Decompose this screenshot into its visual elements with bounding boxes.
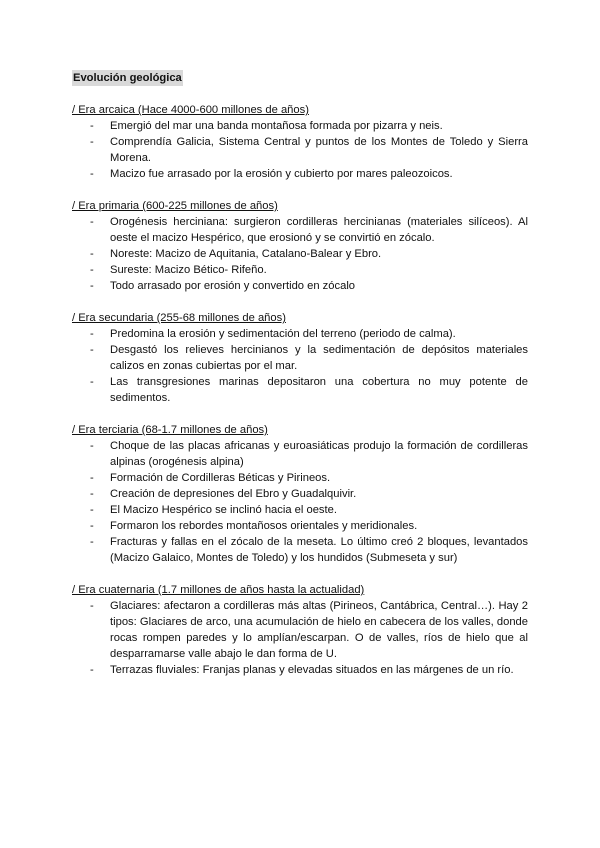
bullet-dash: -	[90, 488, 94, 500]
list-item-text: El Macizo Hespérico se inclinó hacia el oeste.	[110, 504, 337, 516]
list-item	[72, 214, 528, 246]
list-item-text: Predomina la erosión y sedimentación del terreno (periodo de calma).	[110, 328, 456, 340]
list-item	[72, 278, 528, 294]
section-era-terciaria	[72, 422, 528, 566]
list-item	[72, 246, 528, 262]
list-item	[72, 598, 528, 662]
list-item-text: Noreste: Macizo de Aquitania, Catalano-Balear y Ebro.	[110, 248, 382, 260]
bullet-dash: -	[90, 600, 94, 612]
section-heading: / Era cuaternaria (1.7 millones de años hasta la actualidad)	[72, 584, 365, 596]
bullet-list	[72, 326, 528, 406]
section-era-cuaternaria	[72, 582, 528, 678]
list-item-text: Terrazas fluviales: Franjas planas y elevadas situados en las márgenes de un río.	[110, 664, 514, 676]
bullet-dash: -	[90, 440, 94, 452]
bullet-dash: -	[90, 376, 94, 388]
bullet-list	[72, 118, 528, 182]
list-item-text: Las transgresiones marinas depositaron una cobertura no muy potente de sedimentos.	[110, 376, 528, 404]
list-item-text: Macizo fue arrasado por la erosión y cubierto por mares paleozoicos.	[110, 168, 453, 180]
bullet-dash: -	[90, 248, 94, 260]
list-item	[72, 470, 528, 486]
list-item-text: Glaciares: afectaron a cordilleras más altas (Pirineos, Cantábrica, Central…). Hay 2 tipos: Glaciares de arco, una acumulación de hielo en cabecera de los valles, donde rocas rompen paredes y lo amplían/escarpan. O de valles, ríos de hielo que al desparramarse valle abajo le dan forma de U.	[110, 600, 528, 660]
bullet-dash: -	[90, 344, 94, 356]
bullet-dash: -	[90, 472, 94, 484]
bullet-dash: -	[90, 536, 94, 548]
bullet-dash: -	[90, 520, 94, 532]
list-item	[72, 534, 528, 566]
list-item	[72, 134, 528, 166]
bullet-dash: -	[90, 136, 94, 148]
bullet-dash: -	[90, 264, 94, 276]
section-heading: / Era terciaria (68-1.7 millones de años)	[72, 424, 268, 436]
document-title: Evolución geológica	[73, 72, 182, 84]
list-item	[72, 326, 528, 342]
list-item	[72, 662, 528, 678]
list-item-text: Creación de depresiones del Ebro y Guadalquivir.	[110, 488, 357, 500]
document-page	[72, 70, 528, 694]
list-item	[72, 342, 528, 374]
bullet-dash: -	[90, 216, 94, 228]
list-item	[72, 486, 528, 502]
bullet-dash: -	[90, 504, 94, 516]
section-era-arcaica	[72, 102, 528, 182]
list-item-text: Fracturas y fallas en el zócalo de la meseta. Lo último creó 2 bloques, levantados (Macizo Galaico, Montes de Toledo) y los hundidos (Submeseta y sur)	[110, 536, 528, 564]
bullet-list	[72, 214, 528, 294]
section-era-secundaria	[72, 310, 528, 406]
list-item-text: Todo arrasado por erosión y convertido en zócalo	[110, 280, 356, 292]
list-item-text: Orogénesis herciniana: surgieron cordilleras hercinianas (materiales silíceos). Al oeste el macizo Hespérico, que erosionó y se convirtió en zócalo.	[110, 216, 528, 244]
list-item-text: Sureste: Macizo Bético- Rifeño.	[110, 264, 267, 276]
list-item	[72, 262, 528, 278]
bullet-dash: -	[90, 120, 94, 132]
list-item	[72, 518, 528, 534]
bullet-list	[72, 598, 528, 678]
list-item	[72, 502, 528, 518]
list-item-text: Choque de las placas africanas y euroasiáticas produjo la formación de cordilleras alpinas (orogénesis alpina)	[110, 440, 528, 468]
list-item	[72, 118, 528, 134]
list-item	[72, 374, 528, 406]
bullet-dash: -	[90, 664, 94, 676]
list-item-text: Comprendía Galicia, Sistema Central y puntos de los Montes de Toledo y Sierra Morena.	[110, 136, 528, 164]
list-item-text: Formación de Cordilleras Béticas y Pirineos.	[110, 472, 331, 484]
bullet-list	[72, 438, 528, 566]
section-era-primaria	[72, 198, 528, 294]
list-item	[72, 438, 528, 470]
section-heading: / Era secundaria (255-68 millones de años)	[72, 312, 286, 324]
bullet-dash: -	[90, 328, 94, 340]
list-item-text: Formaron los rebordes montañosos orientales y meridionales.	[110, 520, 418, 532]
section-heading: / Era primaria (600-225 millones de años)	[72, 200, 278, 212]
list-item-text: Desgastó los relieves hercinianos y la sedimentación de depósitos materiales calizos en zonas cubiertas por el mar.	[110, 344, 528, 372]
bullet-dash: -	[90, 168, 94, 180]
bullet-dash: -	[90, 280, 94, 292]
list-item	[72, 166, 528, 182]
section-heading: / Era arcaica (Hace 4000-600 millones de años)	[72, 104, 309, 116]
list-item-text: Emergió del mar una banda montañosa formada por pizarra y neis.	[110, 120, 443, 132]
